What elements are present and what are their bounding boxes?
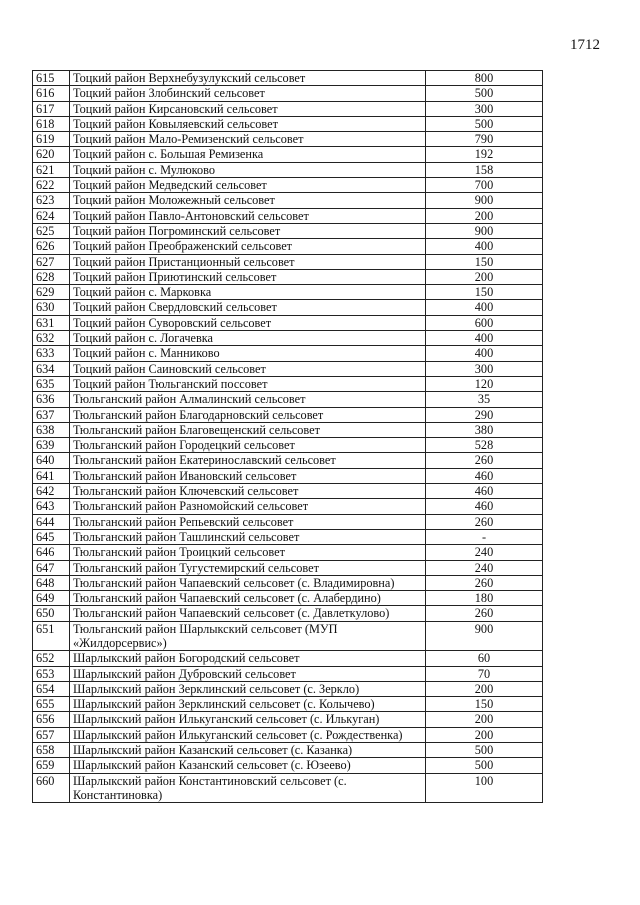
table-row <box>33 101 543 116</box>
table-row <box>33 697 543 712</box>
row-name: Тоцкий район Кирсановский сельсовет <box>70 101 426 116</box>
row-name: Тюльганский район Городецкий сельсовет <box>70 438 426 453</box>
row-name: Тюльганский район Благодарновский сельсовет <box>70 407 426 422</box>
row-value: 240 <box>426 545 543 560</box>
row-number: 660 <box>33 773 70 803</box>
row-value: 290 <box>426 407 543 422</box>
row-value: 500 <box>426 116 543 131</box>
table-body <box>33 71 543 803</box>
row-value: 900 <box>426 193 543 208</box>
row-name: Шарлыкский район Илькуганский сельсовет (с. Рождественка) <box>70 727 426 742</box>
row-number: 635 <box>33 376 70 391</box>
row-name: Тоцкий район Преображенский сельсовет <box>70 239 426 254</box>
table-row <box>33 376 543 391</box>
row-name: Тоцкий район с. Мулюково <box>70 162 426 177</box>
row-name: Тоцкий район с. Марковка <box>70 285 426 300</box>
row-name: Тоцкий район Свердловский сельсовет <box>70 300 426 315</box>
row-name: Тоцкий район Приютинский сельсовет <box>70 269 426 284</box>
row-value: 500 <box>426 758 543 773</box>
row-number: 648 <box>33 575 70 590</box>
row-number: 642 <box>33 484 70 499</box>
row-name: Тоцкий район Моложежный сельсовет <box>70 193 426 208</box>
row-number: 656 <box>33 712 70 727</box>
table-row <box>33 499 543 514</box>
row-name: Шарлыкский район Богородский сельсовет <box>70 651 426 666</box>
table-row <box>33 468 543 483</box>
row-number: 649 <box>33 591 70 606</box>
row-number: 623 <box>33 193 70 208</box>
row-number: 630 <box>33 300 70 315</box>
row-value: 380 <box>426 422 543 437</box>
row-name: Тоцкий район Погроминский сельсовет <box>70 223 426 238</box>
row-name: Тоцкий район с. Манниково <box>70 346 426 361</box>
row-name: Шарлыкский район Казанский сельсовет (с. Казанка) <box>70 743 426 758</box>
row-value: 400 <box>426 346 543 361</box>
row-name: Тоцкий район Злобинский сельсовет <box>70 86 426 101</box>
row-name: Тоцкий район Пристанционный сельсовет <box>70 254 426 269</box>
row-value: 150 <box>426 254 543 269</box>
row-value: 158 <box>426 162 543 177</box>
row-number: 617 <box>33 101 70 116</box>
table-row <box>33 407 543 422</box>
row-value: 790 <box>426 132 543 147</box>
row-number: 626 <box>33 239 70 254</box>
row-name: Тоцкий район Ковыляевский сельсовет <box>70 116 426 131</box>
row-name: Тоцкий район Тюльганский поссовет <box>70 376 426 391</box>
table-row <box>33 484 543 499</box>
row-number: 629 <box>33 285 70 300</box>
table-row <box>33 392 543 407</box>
row-value: 528 <box>426 438 543 453</box>
row-name: Тоцкий район с. Логачевка <box>70 331 426 346</box>
row-number: 645 <box>33 529 70 544</box>
table-row <box>33 285 543 300</box>
row-name: Шарлыкский район Константиновский сельсовет (с. Константиновка) <box>70 773 426 803</box>
row-value: 400 <box>426 239 543 254</box>
table-row <box>33 514 543 529</box>
table-row <box>33 254 543 269</box>
table-row <box>33 116 543 131</box>
row-value: 400 <box>426 300 543 315</box>
row-number: 618 <box>33 116 70 131</box>
row-number: 624 <box>33 208 70 223</box>
table-row <box>33 591 543 606</box>
row-number: 652 <box>33 651 70 666</box>
row-number: 643 <box>33 499 70 514</box>
row-value: 260 <box>426 575 543 590</box>
settlements-table <box>32 70 543 803</box>
row-number: 616 <box>33 86 70 101</box>
row-value: 500 <box>426 86 543 101</box>
table-row <box>33 193 543 208</box>
row-value: 70 <box>426 666 543 681</box>
row-name: Тюльганский район Чапаевский сельсовет (с. Алабердино) <box>70 591 426 606</box>
table-row <box>33 331 543 346</box>
row-name: Тюльганский район Чапаевский сельсовет (с. Давлеткулово) <box>70 606 426 621</box>
table-row <box>33 727 543 742</box>
row-value: 460 <box>426 499 543 514</box>
row-name: Тоцкий район Мало-Ремизенский сельсовет <box>70 132 426 147</box>
table-row <box>33 300 543 315</box>
table-row <box>33 346 543 361</box>
table-row <box>33 71 543 86</box>
row-value: 100 <box>426 773 543 803</box>
row-value: 200 <box>426 269 543 284</box>
table-row <box>33 453 543 468</box>
row-number: 658 <box>33 743 70 758</box>
table-row <box>33 361 543 376</box>
row-value: 300 <box>426 361 543 376</box>
row-value: 200 <box>426 208 543 223</box>
row-number: 634 <box>33 361 70 376</box>
row-value: 240 <box>426 560 543 575</box>
row-number: 657 <box>33 727 70 742</box>
table-row <box>33 147 543 162</box>
row-value: 600 <box>426 315 543 330</box>
row-number: 636 <box>33 392 70 407</box>
row-number: 637 <box>33 407 70 422</box>
row-name: Тюльганский район Чапаевский сельсовет (с. Владимировна) <box>70 575 426 590</box>
row-value: 150 <box>426 697 543 712</box>
table-row <box>33 575 543 590</box>
row-name: Тюльганский район Ивановский сельсовет <box>70 468 426 483</box>
row-name: Тюльганский район Тугустемирский сельсовет <box>70 560 426 575</box>
row-number: 650 <box>33 606 70 621</box>
row-name: Тюльганский район Троицкий сельсовет <box>70 545 426 560</box>
page-number: 1712 <box>570 37 600 53</box>
table-row <box>33 743 543 758</box>
table-row <box>33 132 543 147</box>
row-number: 628 <box>33 269 70 284</box>
row-value: 900 <box>426 223 543 238</box>
row-value: 900 <box>426 621 543 651</box>
row-number: 647 <box>33 560 70 575</box>
row-name: Тюльганский район Разномойский сельсовет <box>70 499 426 514</box>
row-value: 300 <box>426 101 543 116</box>
table-row <box>33 315 543 330</box>
row-number: 620 <box>33 147 70 162</box>
row-number: 633 <box>33 346 70 361</box>
row-value: 192 <box>426 147 543 162</box>
row-value: 120 <box>426 376 543 391</box>
row-number: 622 <box>33 178 70 193</box>
table-row <box>33 223 543 238</box>
row-number: 621 <box>33 162 70 177</box>
table-row <box>33 666 543 681</box>
row-number: 653 <box>33 666 70 681</box>
row-value: 200 <box>426 681 543 696</box>
row-value: 200 <box>426 712 543 727</box>
row-number: 651 <box>33 621 70 651</box>
table-row <box>33 438 543 453</box>
table-row <box>33 178 543 193</box>
row-number: 654 <box>33 681 70 696</box>
row-value: 460 <box>426 484 543 499</box>
row-name: Тюльганский район Репьевский сельсовет <box>70 514 426 529</box>
row-name: Тоцкий район Медведский сельсовет <box>70 178 426 193</box>
row-number: 644 <box>33 514 70 529</box>
row-value: 800 <box>426 71 543 86</box>
row-value: 500 <box>426 743 543 758</box>
row-number: 631 <box>33 315 70 330</box>
row-name: Тюльганский район Шарлыкский сельсовет (МУП «Жилдорсервис») <box>70 621 426 651</box>
row-value: 35 <box>426 392 543 407</box>
row-value: 200 <box>426 727 543 742</box>
row-number: 646 <box>33 545 70 560</box>
table-row <box>33 773 543 803</box>
row-number: 655 <box>33 697 70 712</box>
row-number: 641 <box>33 468 70 483</box>
row-number: 640 <box>33 453 70 468</box>
table-row <box>33 606 543 621</box>
row-value: - <box>426 529 543 544</box>
row-name: Тюльганский район Благовещенский сельсовет <box>70 422 426 437</box>
row-value: 260 <box>426 606 543 621</box>
row-name: Тоцкий район Саиновский сельсовет <box>70 361 426 376</box>
row-number: 627 <box>33 254 70 269</box>
row-name: Шарлыкский район Дубровский сельсовет <box>70 666 426 681</box>
table-row <box>33 560 543 575</box>
row-name: Шарлыкский район Зерклинский сельсовет (с. Зеркло) <box>70 681 426 696</box>
table-row <box>33 681 543 696</box>
table-row <box>33 712 543 727</box>
row-name: Тюльганский район Екатеринославский сельсовет <box>70 453 426 468</box>
row-value: 260 <box>426 453 543 468</box>
row-name: Тоцкий район Верхнебузулукский сельсовет <box>70 71 426 86</box>
row-value: 150 <box>426 285 543 300</box>
row-name: Шарлыкский район Казанский сельсовет (с. Юзеево) <box>70 758 426 773</box>
row-number: 625 <box>33 223 70 238</box>
row-name: Тюльганский район Алмалинский сельсовет <box>70 392 426 407</box>
row-name: Тюльганский район Ташлинский сельсовет <box>70 529 426 544</box>
row-name: Шарлыкский район Зерклинский сельсовет (с. Колычево) <box>70 697 426 712</box>
table-row <box>33 86 543 101</box>
row-value: 180 <box>426 591 543 606</box>
table-row <box>33 239 543 254</box>
row-value: 700 <box>426 178 543 193</box>
table-row <box>33 269 543 284</box>
row-number: 659 <box>33 758 70 773</box>
table-row <box>33 162 543 177</box>
row-name: Тоцкий район Суворовский сельсовет <box>70 315 426 330</box>
table-row <box>33 529 543 544</box>
table-row <box>33 208 543 223</box>
row-name: Тюльганский район Ключевский сельсовет <box>70 484 426 499</box>
row-number: 619 <box>33 132 70 147</box>
row-number: 615 <box>33 71 70 86</box>
row-number: 632 <box>33 331 70 346</box>
table-row <box>33 545 543 560</box>
row-name: Тоцкий район Павло-Антоновский сельсовет <box>70 208 426 223</box>
row-value: 60 <box>426 651 543 666</box>
table-row <box>33 621 543 651</box>
row-name: Тоцкий район с. Большая Ремизенка <box>70 147 426 162</box>
table-row <box>33 651 543 666</box>
row-value: 400 <box>426 331 543 346</box>
row-number: 639 <box>33 438 70 453</box>
row-value: 460 <box>426 468 543 483</box>
row-number: 638 <box>33 422 70 437</box>
table-row <box>33 758 543 773</box>
row-value: 260 <box>426 514 543 529</box>
row-name: Шарлыкский район Илькуганский сельсовет (с. Илькуган) <box>70 712 426 727</box>
table-row <box>33 422 543 437</box>
